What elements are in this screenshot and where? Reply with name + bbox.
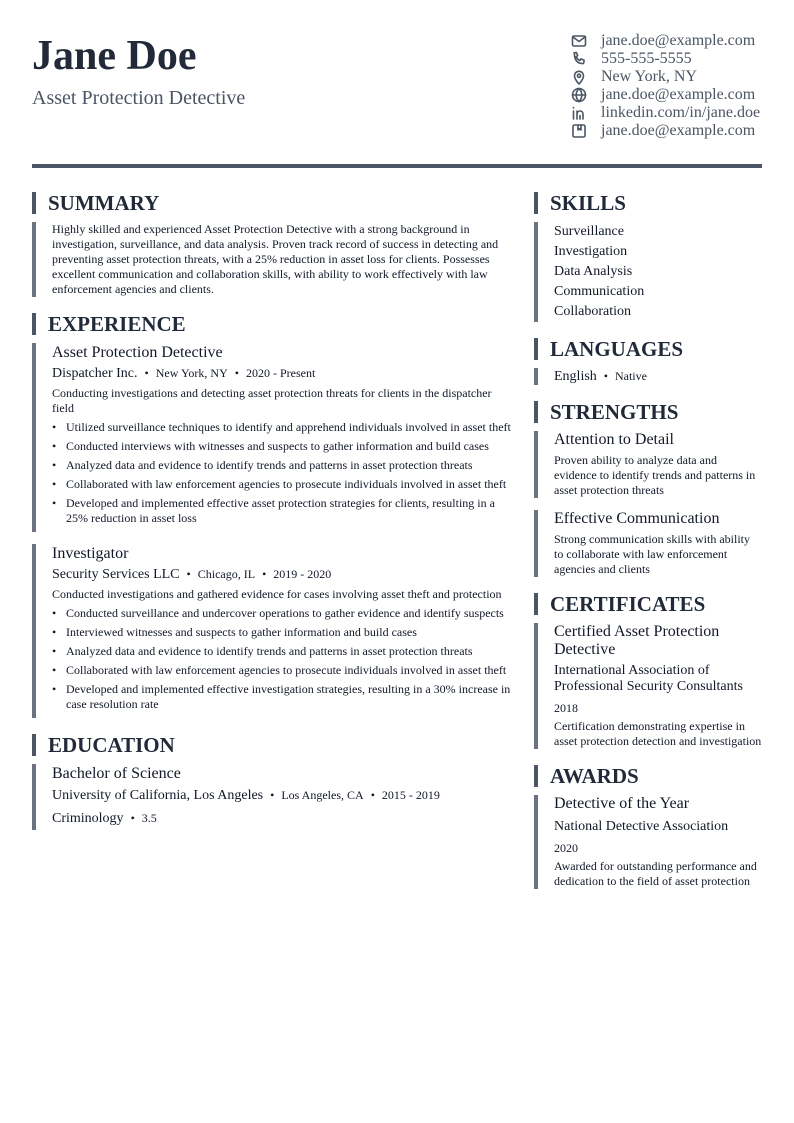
phone-icon xyxy=(570,51,587,68)
job-description: Conducted investigations and gathered evidence for cases involving asset theft and protection xyxy=(52,587,502,601)
contact-list xyxy=(570,32,762,140)
job-dates: 2020 - Present xyxy=(245,366,316,380)
job-entry xyxy=(32,343,512,532)
candidate-title: Asset Protection Detective xyxy=(32,87,246,109)
education-entry xyxy=(32,764,512,830)
job-bullets xyxy=(52,420,512,526)
contact-email[interactable] xyxy=(570,32,762,50)
skill-item: Collaboration xyxy=(554,304,631,319)
strengths-heading: STRENGTHS xyxy=(534,401,762,423)
header-divider xyxy=(32,164,762,168)
contact-portfolio-text: jane.doe@example.com xyxy=(601,122,756,139)
skill-item: Data Analysis xyxy=(554,264,633,279)
summary-text: Highly skilled and experienced Asset Protection Detective with a strong background in investigation, surveillance, and data analysis. Proven track record of success in detecting and preventing asset protection threats, with a 25% reduction in asset loss for clients. Possesses excellent communication and collaboration skills, with ability to work effectively with law enforcement agencies and clients. xyxy=(52,222,499,296)
certificate-item xyxy=(534,623,762,749)
skill-item: Surveillance xyxy=(554,224,624,239)
job-bullet: • Analyzed data and evidence to identify trends and patterns in asset protection threats xyxy=(52,644,512,659)
award-description: Awarded for outstanding performance and dedication to the field of asset protection xyxy=(554,859,757,888)
skills-heading: SKILLS xyxy=(534,192,762,214)
job-bullet: • Developed and implemented effective investigation strategies, resulting in a 30% increase in case resolution rate xyxy=(52,682,512,712)
job-bullet: • Utilized surveillance techniques to identify and apprehend individuals involved in asset theft xyxy=(52,420,512,435)
experience-section xyxy=(32,313,512,718)
side-column xyxy=(534,192,762,905)
awards-section xyxy=(534,765,762,889)
contact-linkedin-text: linkedin.com/in/jane.doe xyxy=(601,104,761,121)
job-meta: Security Services LLC • Chicago, IL • 2019 - 2020 xyxy=(52,567,332,582)
job-bullet: • Analyzed data and evidence to identify trends and patterns in asset protection threats xyxy=(52,458,512,473)
certificates-heading: CERTIFICATES xyxy=(534,593,762,615)
job-company: Security Services LLC xyxy=(52,567,180,582)
certificates-section xyxy=(534,593,762,749)
education-location: Los Angeles, CA xyxy=(281,788,364,802)
strength-description: Strong communication skills with ability to collaborate with law enforcement agencies and clients xyxy=(554,532,750,576)
strength-item xyxy=(534,510,762,577)
award-item xyxy=(534,795,762,889)
experience-heading: EXPERIENCE xyxy=(32,313,512,335)
contact-email-text: jane.doe@example.com xyxy=(601,32,756,49)
education-field: Criminology xyxy=(52,811,124,826)
education-school: University of California, Los Angeles xyxy=(52,788,264,803)
job-description: Conducting investigations and detecting asset protection threats for clients in the dispatcher field xyxy=(52,386,492,415)
strength-title: Attention to Detail xyxy=(554,431,674,448)
strength-title: Effective Communication xyxy=(554,510,720,527)
location-icon xyxy=(570,69,587,86)
summary-section xyxy=(32,192,512,297)
job-title: Asset Protection Detective xyxy=(52,344,223,361)
language-name: English xyxy=(554,369,597,384)
certificate-year: 2018 xyxy=(554,701,578,715)
contact-location xyxy=(570,68,762,86)
skill-item: Communication xyxy=(554,284,645,299)
award-issuer: National Detective Association xyxy=(554,819,729,834)
education-section xyxy=(32,734,512,830)
portfolio-icon xyxy=(570,123,587,140)
education-dates: 2015 - 2019 xyxy=(381,788,440,802)
certificate-description: Certification demonstrating expertise in asset protection detection and investigation xyxy=(554,719,762,748)
job-company: Dispatcher Inc. xyxy=(52,366,138,381)
languages-heading: LANGUAGES xyxy=(534,338,762,360)
education-school-line: University of California, Los Angeles • Los Angeles, CA • 2015 - 2019 xyxy=(52,788,440,803)
job-bullet: • Conducted interviews with witnesses and suspects to gather information and build cases xyxy=(52,439,512,454)
certificate-issuer: International Association of Professional Security Consultants xyxy=(554,663,743,694)
contact-phone[interactable] xyxy=(570,50,762,68)
job-bullet: • Developed and implemented effective asset protection strategies for clients, resulting in a 25% reduction in asset loss xyxy=(52,496,512,526)
language-level: Native xyxy=(614,369,647,383)
job-entry xyxy=(32,544,512,718)
strengths-section xyxy=(534,401,762,577)
resume-header xyxy=(32,30,762,150)
job-meta: Dispatcher Inc. • New York, NY • 2020 - Present xyxy=(52,366,316,381)
job-bullet: • Conducted surveillance and undercover operations to gather evidence and identify suspects xyxy=(52,606,512,621)
contact-phone-text: 555-555-5555 xyxy=(601,50,692,67)
education-heading: EDUCATION xyxy=(32,734,512,756)
job-location: New York, NY xyxy=(155,366,228,380)
job-location: Chicago, IL xyxy=(197,567,256,581)
job-bullet: • Interviewed witnesses and suspects to gather information and build cases xyxy=(52,625,512,640)
award-title: Detective of the Year xyxy=(554,795,690,812)
contact-location-text: New York, NY xyxy=(601,68,698,85)
education-gpa: 3.5 xyxy=(141,811,157,825)
certificate-title: Certified Asset Protection Detective xyxy=(554,623,720,658)
job-title: Investigator xyxy=(52,545,129,562)
languages-section xyxy=(534,338,762,385)
globe-icon xyxy=(570,87,587,104)
contact-linkedin[interactable] xyxy=(570,104,762,122)
job-dates: 2019 - 2020 xyxy=(273,567,332,581)
education-field-line: Criminology • 3.5 xyxy=(52,811,157,826)
education-degree: Bachelor of Science xyxy=(52,765,181,782)
candidate-name: Jane Doe xyxy=(32,33,197,79)
language-item: English • Native xyxy=(554,369,647,384)
mail-icon xyxy=(570,33,587,50)
main-column xyxy=(32,192,512,846)
skill-item: Investigation xyxy=(554,244,628,259)
award-year: 2020 xyxy=(554,841,578,855)
job-bullet: • Collaborated with law enforcement agencies to prosecute individuals involved in asset theft xyxy=(52,477,512,492)
strength-description: Proven ability to analyze data and evidence to identify trends and patterns in asset protection threats xyxy=(554,453,756,497)
summary-heading: SUMMARY xyxy=(32,192,512,214)
contact-portfolio[interactable] xyxy=(570,122,762,140)
job-bullets xyxy=(52,606,512,712)
contact-website[interactable] xyxy=(570,86,762,104)
strength-item xyxy=(534,431,762,498)
awards-heading: AWARDS xyxy=(534,765,762,787)
job-bullet: • Collaborated with law enforcement agencies to prosecute individuals involved in asset theft xyxy=(52,663,512,678)
contact-website-text: jane.doe@example.com xyxy=(601,86,756,103)
skills-section xyxy=(534,192,762,322)
linkedin-icon xyxy=(570,105,587,122)
